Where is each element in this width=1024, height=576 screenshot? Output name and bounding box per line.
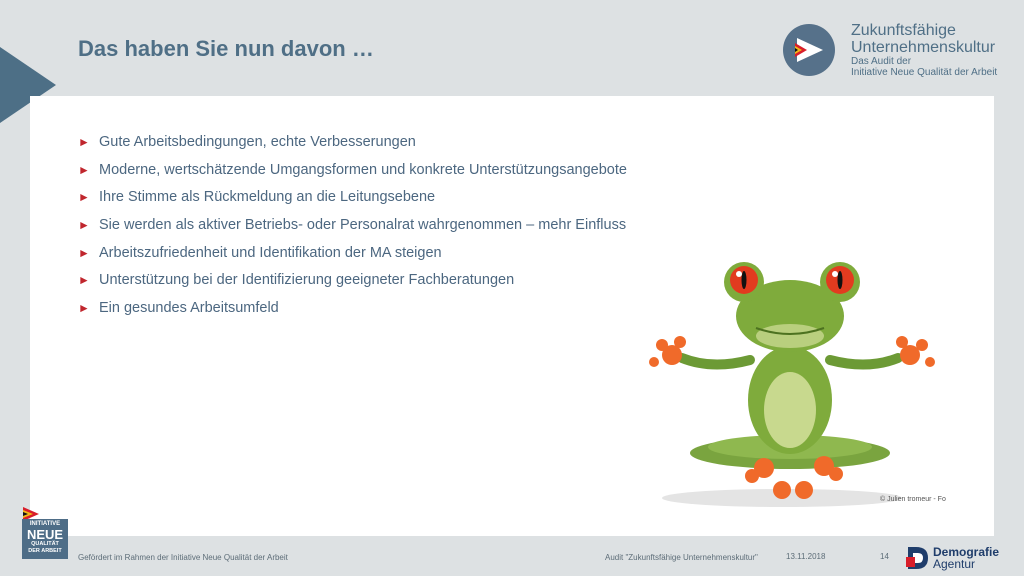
- logo-sub-line2: Initiative Neue Qualität der Arbeit: [851, 67, 998, 78]
- logo-name-line1: Zukunftsfähige: [851, 22, 956, 39]
- footer-funding-note: Gefördert im Rahmen der Initiative Neue Qualität der Arbeit: [78, 553, 288, 562]
- list-item: [78, 269, 627, 297]
- list-item: [78, 131, 627, 159]
- bullet-arrow-icon: ►: [78, 218, 90, 233]
- footer-audit-title: Audit "Zukunftsfähige Unternehmenskultur": [605, 553, 758, 562]
- demografie-logo-line2: Agentur: [933, 557, 976, 571]
- bullet-arrow-icon: ►: [78, 162, 90, 177]
- bullet-text: Sie werden als aktiver Betriebs- oder Personalrat wahrgenommen – mehr Einfluss: [99, 217, 627, 234]
- inqa-logo-line3: QUALITÄT: [31, 541, 59, 547]
- inqa-logo-line2: NEUE: [26, 527, 64, 542]
- frog-illustration: [632, 240, 954, 510]
- list-item: [78, 297, 627, 325]
- play-arrow-icon: [783, 24, 835, 76]
- list-item: [78, 214, 627, 242]
- bullet-text: Moderne, wertschätzende Umgangsformen und konkrete Unterstützungsangebote: [99, 161, 627, 178]
- demografie-agentur-logo: [904, 543, 1019, 573]
- image-credit: © Julien tromeur - Fo: [880, 496, 946, 503]
- list-item: [78, 242, 627, 270]
- bullet-text: Ein gesundes Arbeitsumfeld: [99, 300, 279, 317]
- audit-logo: [783, 22, 1013, 84]
- inqa-logo: [21, 507, 69, 559]
- logo-sub-line1: Das Audit der: [851, 56, 912, 67]
- bullet-text: Arbeitszufriedenheit und Identifikation der MA steigen: [99, 244, 442, 261]
- bullet-text: Unterstützung bei der Identifizierung geeigneter Fachberatungen: [99, 272, 515, 289]
- demografie-logo-icon: [904, 545, 930, 571]
- list-item: [78, 186, 627, 214]
- logo-name-line2: Unternehmenskultur: [851, 39, 996, 56]
- bullet-arrow-icon: ►: [78, 190, 90, 205]
- inqa-logo-line4: DER ARBEIT: [28, 548, 62, 554]
- demografie-logo-line1: Demografie: [933, 545, 1000, 559]
- page-title: Das haben Sie nun davon …: [78, 36, 374, 61]
- footer-date: 13.11.2018: [786, 552, 826, 561]
- bullet-arrow-icon: ►: [78, 245, 90, 260]
- bullet-text: Gute Arbeitsbedingungen, echte Verbesserungen: [99, 134, 416, 150]
- page-number: 14: [880, 552, 889, 561]
- bullet-arrow-icon: ►: [78, 273, 90, 288]
- bullet-text: Ihre Stimme als Rückmeldung an die Leitungsebene: [99, 189, 436, 206]
- bullet-list: [78, 131, 627, 325]
- list-item: [78, 159, 627, 187]
- bullet-arrow-icon: ►: [78, 135, 90, 149]
- inqa-logo-line1: INITIATIVE: [29, 521, 61, 527]
- bullet-arrow-icon: ►: [78, 301, 90, 316]
